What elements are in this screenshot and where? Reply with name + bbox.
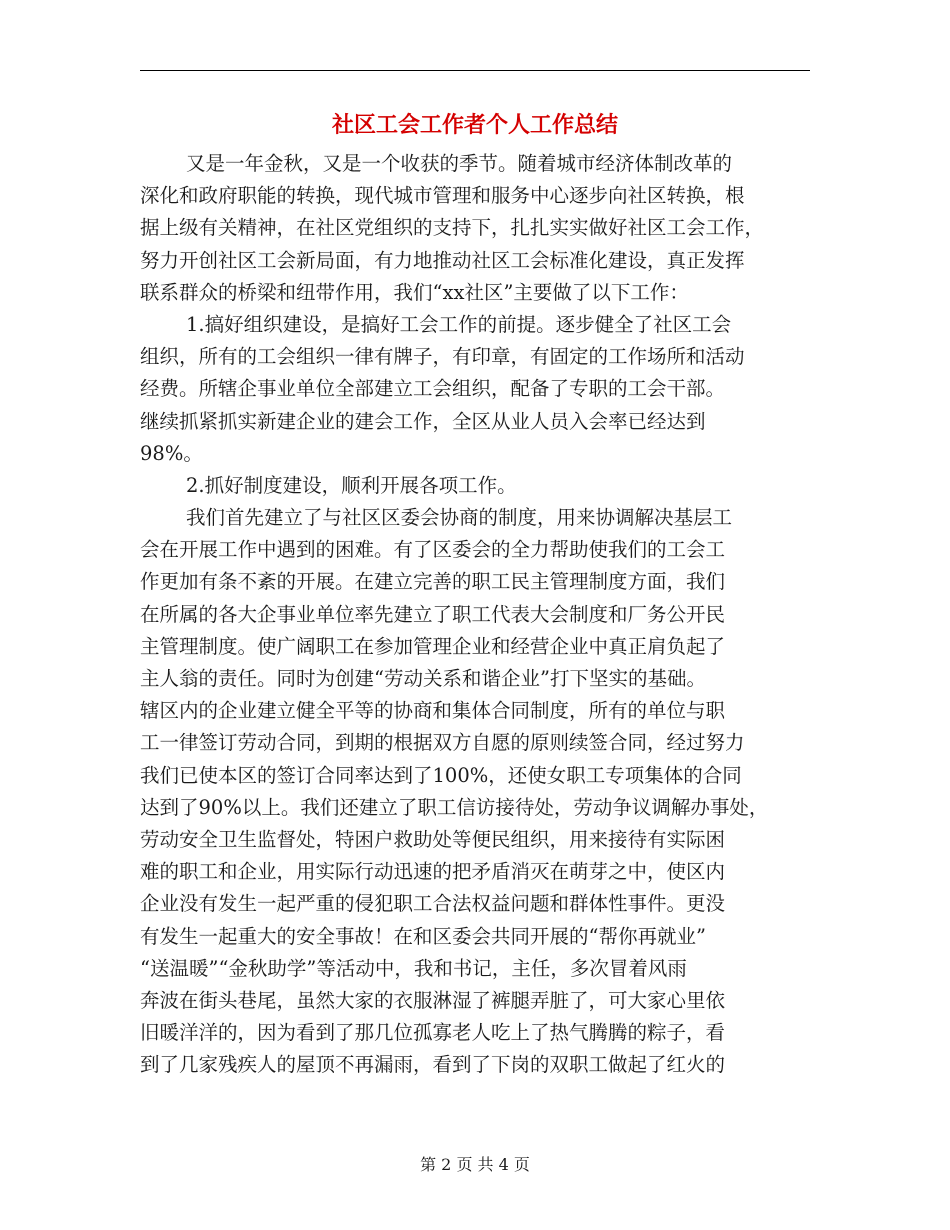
text-line: 2.抓好制度建设，顺利开展各项工作。 [186,473,517,497]
text-line: 主管理制度。使广阔职工在参加管理企业和经营企业中真正肩负起了 [140,634,726,658]
text-line: 在所属的各大企事业单位率先建立了职工代表大会制度和厂务公开民 [140,602,726,626]
text-line: 难的职工和企业，用实际行动迅速的把矛盾消灭在萌芽之中，使区内 [140,860,726,884]
text-line: 工一律签订劳动合同，到期的根据双方自愿的原则续签合同，经过努力 [140,731,745,755]
text-line: 主人翁的责任。同时为创建“劳动关系和谐企业”打下坚实的基础。 [140,667,706,690]
text-line: 劳动安全卫生监督处，特困户救助处等便民组织，用来接待有实际困 [140,827,726,851]
document-title: 社区工会工作者个人工作总结 [331,112,618,138]
text-line: 有发生一起重大的安全事故！在和区委会共同开展的“帮你再就业” [140,924,706,948]
text-line: 据上级有关精神，在社区党组织的支持下，扎扎实实做好社区工会工作， [140,216,765,240]
text-line: 奔波在街头巷尾，虽然大家的衣服淋湿了裤腿弄脏了，可大家心里依 [140,988,726,1012]
text-line: 联系群众的桥梁和纽带作用，我们“xx社区”主要做了以下工作： [140,280,689,304]
text-line: “送温暖”“金秋助学”等活动中，我和书记，主任，多次冒着风雨 [140,956,687,980]
text-line: 到了几家残疾人的屋顶不再漏雨，看到了下岗的双职工做起了红火的 [140,1053,726,1077]
text-line: 企业没有发生一起严重的侵犯职工合法权益问题和群体性事件。更没 [140,892,726,916]
text-line: 1.搞好组织建设，是搞好工会工作的前提。逐步健全了社区工会 [186,312,732,336]
text-line: 旧暖洋洋的，因为看到了那几位孤寡老人吃上了热气腾腾的粽子，看 [140,1021,726,1045]
text-line: 辖区内的企业建立健全平等的协商和集体合同制度，所有的单位与职 [140,699,726,723]
text-line: 我们首先建立了与社区区委会协商的制度，用来协调解决基层工 [186,506,733,530]
text-line: 深化和政府职能的转换，现代城市管理和服务中心逐步向社区转换，根 [140,184,745,208]
text-line: 经费。所辖企事业单位全部建立工会组织，配备了专职的工会干部。 [140,377,726,401]
page-number-footer: 第 2 页 共 4 页 [420,1155,530,1174]
text-line: 组织，所有的工会组织一律有牌子，有印章，有固定的工作场所和活动 [140,345,745,369]
text-line: 作更加有条不紊的开展。在建立完善的职工民主管理制度方面，我们 [140,570,726,594]
document-body [140,148,812,1081]
text-line: 我们已使本区的签订合同率达到了100%，还使女职工专项集体的合同 [140,763,742,787]
header-rule [140,70,810,71]
text-line: 继续抓紧抓实新建企业的建会工作，全区从业人员入会率已经达到 [140,409,706,433]
text-line: 98%。 [140,441,203,465]
text-line: 达到了90%以上。我们还建立了职工信访接待处，劳动争议调解办事处， [140,795,769,819]
text-line: 会在开展工作中遇到的困难。有了区委会的全力帮助使我们的工会工 [140,538,726,562]
text-line: 努力开创社区工会新局面，有力地推动社区工会标准化建设，真正发挥 [140,248,745,272]
text-line: 又是一年金秋，又是一个收获的季节。随着城市经济体制改革的 [186,152,733,175]
